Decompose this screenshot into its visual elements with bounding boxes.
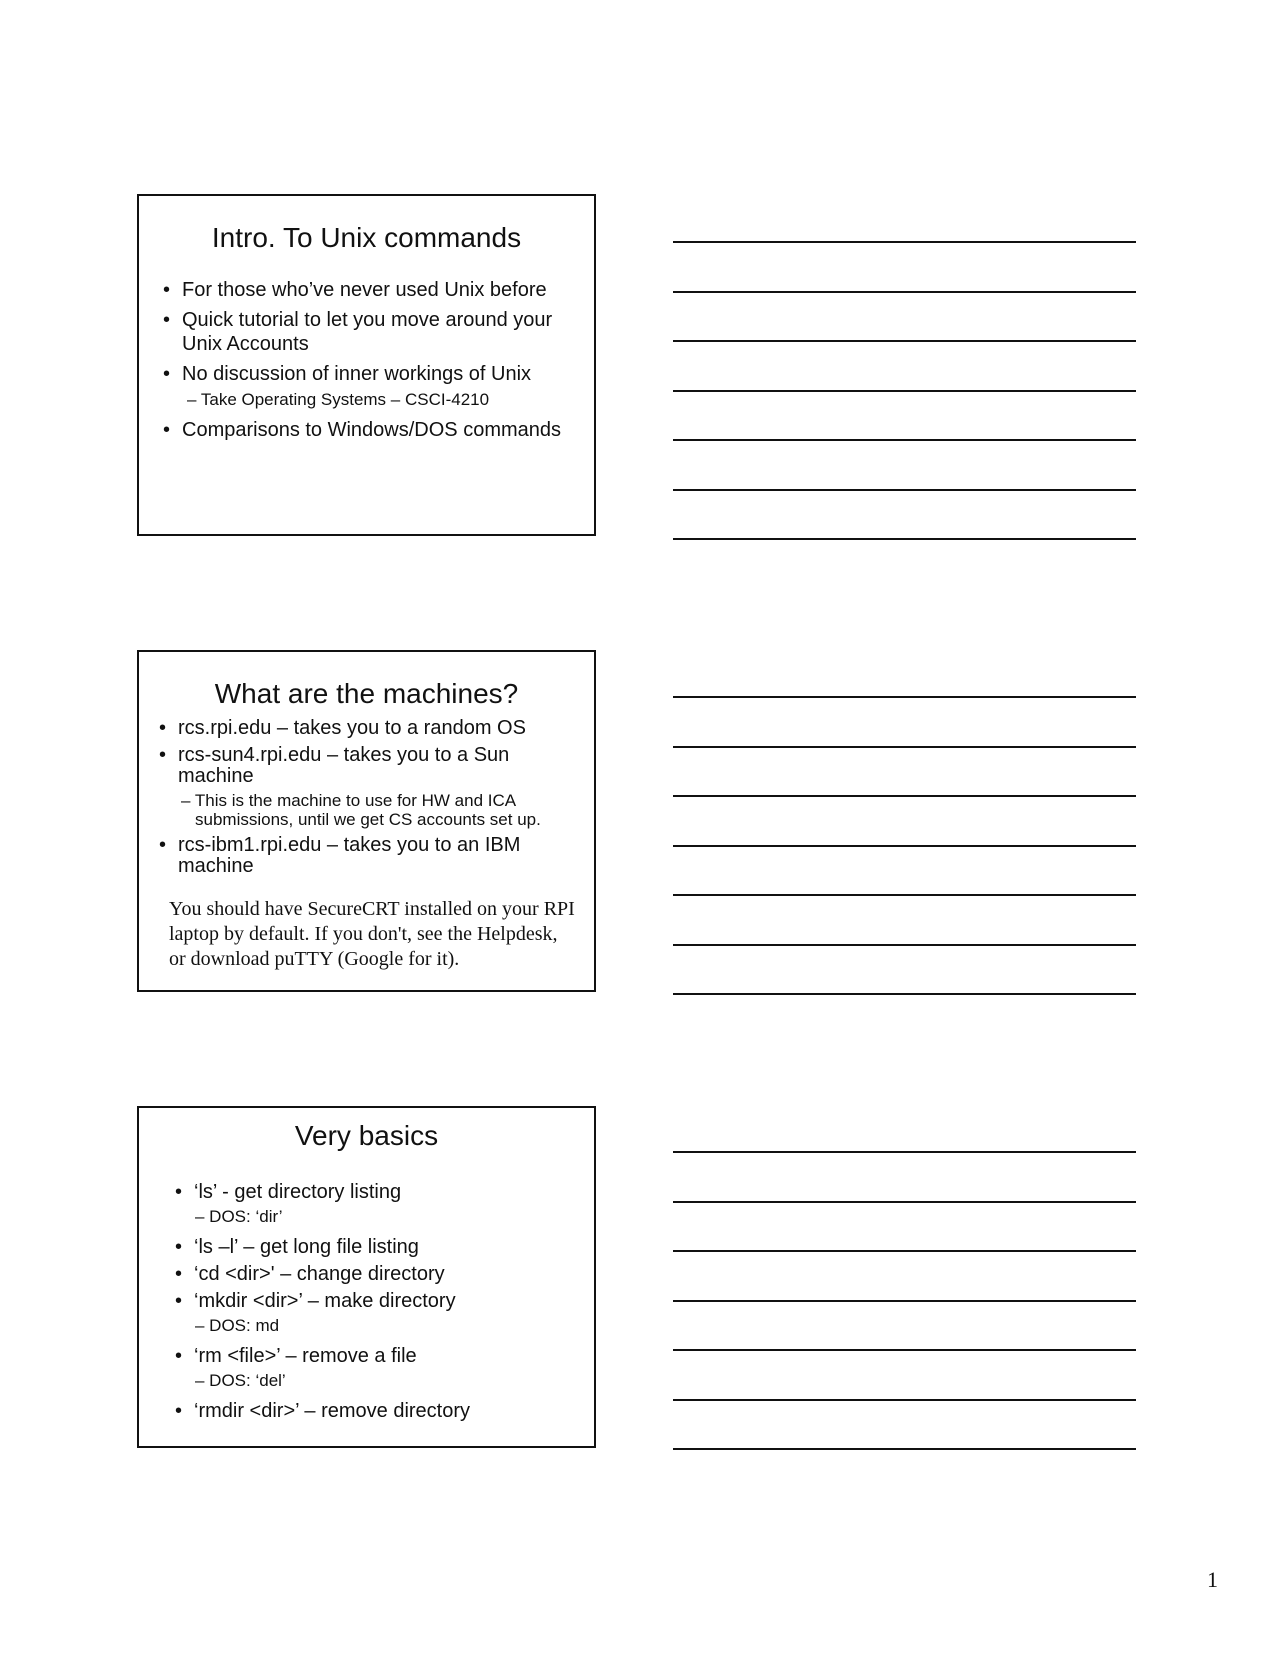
bullet-list: [159, 718, 578, 883]
bullet-list: [163, 278, 578, 448]
bullet-item: • rcs-ibm1.rpi.edu – takes you to an IBM machine: [159, 835, 578, 877]
note-line: [673, 392, 1136, 442]
bullet-list: [175, 1180, 578, 1426]
note-line: [673, 1401, 1136, 1451]
bullet-item: • ‘ls’ - get directory listing: [175, 1180, 578, 1204]
bullet-item: • ‘rm <file>’ – remove a file: [175, 1344, 578, 1368]
slide-title: Very basics: [294, 1120, 439, 1151]
note-line: [673, 441, 1136, 491]
note-line: [673, 1302, 1136, 1352]
note-line: [673, 1203, 1136, 1253]
note-line: [673, 847, 1136, 897]
note-lines: [673, 241, 1136, 540]
note-line: [673, 491, 1136, 541]
sub-bullet-item: – DOS: md: [195, 1316, 280, 1335]
note-line: [673, 1153, 1136, 1203]
note-lines: [673, 696, 1136, 995]
sub-bullet-item: – DOS: ‘del’: [195, 1371, 286, 1390]
note-line: [673, 797, 1136, 847]
slide-title: Intro. To Unix commands: [211, 222, 522, 253]
slide-very-basics: [137, 1106, 596, 1448]
bullet-item: • ‘rmdir <dir>’ – remove directory: [175, 1399, 578, 1423]
note-line: [673, 1252, 1136, 1302]
note-line: [673, 698, 1136, 748]
bullet-item: • ‘ls –l’ – get long file listing: [175, 1235, 578, 1259]
note-line: [673, 896, 1136, 946]
bullet-item: • No discussion of inner workings of Unix: [163, 362, 578, 386]
slide-title: What are the machines?: [214, 678, 519, 709]
slide-intro-unix-commands: [137, 194, 596, 536]
slide-what-are-the-machines: [137, 650, 596, 992]
sub-bullet-item: – DOS: ‘dir’: [195, 1207, 283, 1226]
note-line: [673, 946, 1136, 996]
note-lines: [673, 1151, 1136, 1450]
note-line: [673, 342, 1136, 392]
bullet-item: • rcs-sun4.rpi.edu – takes you to a Sun machine: [159, 745, 578, 787]
sub-bullet-item: – This is the machine to use for HW and ICA submissions, until we get CS accounts set up.: [181, 791, 541, 829]
bullet-item: • rcs.rpi.edu – takes you to a random OS: [159, 718, 578, 739]
bullet-item: • For those who’ve never used Unix before: [163, 278, 578, 302]
page-number: 1: [1207, 1567, 1218, 1592]
note-line: [673, 243, 1136, 293]
note-line: [673, 293, 1136, 343]
note-line: [673, 1351, 1136, 1401]
bullet-item: • ‘mkdir <dir>’ – make directory: [175, 1289, 578, 1313]
bullet-item: • ‘cd <dir>' – change directory: [175, 1262, 578, 1286]
bullet-item: • Quick tutorial to let you move around your Unix Accounts: [163, 308, 578, 356]
bullet-item: • Comparisons to Windows/DOS commands: [163, 418, 578, 442]
sub-bullet-item: – Take Operating Systems – CSCI-4210: [187, 390, 490, 409]
slide-note: You should have SecureCRT installed on your RPI laptop by default. If you don't, see the Helpdesk, or download puTTY (Google for it).: [169, 898, 575, 970]
note-line: [673, 748, 1136, 798]
